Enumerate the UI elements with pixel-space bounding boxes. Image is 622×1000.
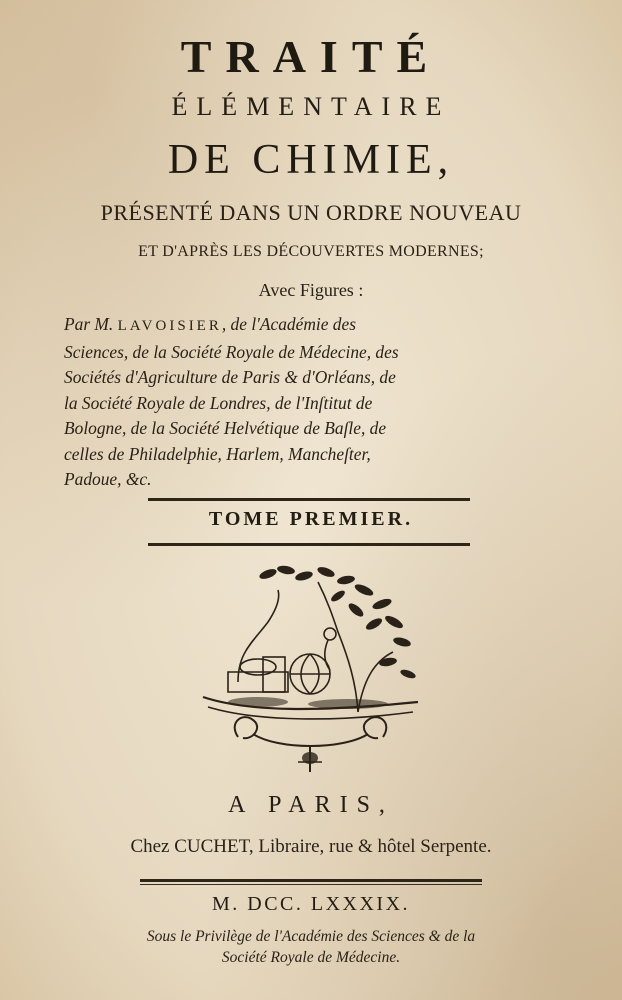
author-line-7: Padoue, &c.: [64, 469, 152, 489]
imprint-date: M. DCC. LXXXIX.: [211, 893, 411, 915]
engraved-vignette: [198, 562, 424, 780]
subtitle-decouvertes: ET D'APRÈS LES DÉCOUVERTES MODERNES;: [138, 243, 484, 260]
subtitle-figures: Avec Figures :: [258, 280, 364, 300]
author-line-3: Sociétés d'Agriculture de Paris & d'Orléans, de: [64, 367, 396, 387]
author-prefix: Par M.: [64, 314, 118, 334]
title-traite: TRAITÉ: [180, 31, 442, 82]
title-elementaire: ÉLÉMENTAIRE: [171, 92, 451, 121]
rule-above-date: [140, 879, 482, 882]
author-name: LAVOISIER: [117, 318, 222, 334]
subtitle-presente: PRÉSENTÉ DANS UN ORDRE NOUVEAU: [100, 200, 522, 225]
author-line-4: la Société Royale de Londres, de l'Inſtitut de: [64, 392, 373, 413]
author-line-1-rest: , de l'Académie des: [221, 314, 356, 334]
tome-label: TOME PREMIER.: [208, 508, 414, 530]
rule-below-tome: [148, 543, 470, 546]
author-line-5: Bologne, de la Société Helvétique de Baſle, de: [64, 418, 387, 438]
author-line-2: Sciences, de la Société Royale de Médecine, des: [64, 341, 399, 362]
privilege-line-1: Sous le Privilège de l'Académie des Sciences & de la: [146, 928, 476, 945]
imprint-city: A PARIS,: [228, 792, 394, 818]
author-block: [64, 312, 558, 493]
rule-above-date-thin: [140, 884, 482, 885]
privilege-text: [0, 926, 622, 968]
author-line-6: celles de Philadelphie, Harlem, Mancheſter,: [64, 443, 371, 464]
title-de-chimie: DE CHIMIE,: [167, 137, 455, 183]
author-line-1: [64, 312, 558, 340]
privilege-line-2: Société Royale de Médecine.: [221, 949, 401, 966]
rule-above-tome: [148, 498, 470, 501]
imprint-publisher: Chez CUCHET, Libraire, rue & hôtel Serpente.: [130, 836, 492, 857]
